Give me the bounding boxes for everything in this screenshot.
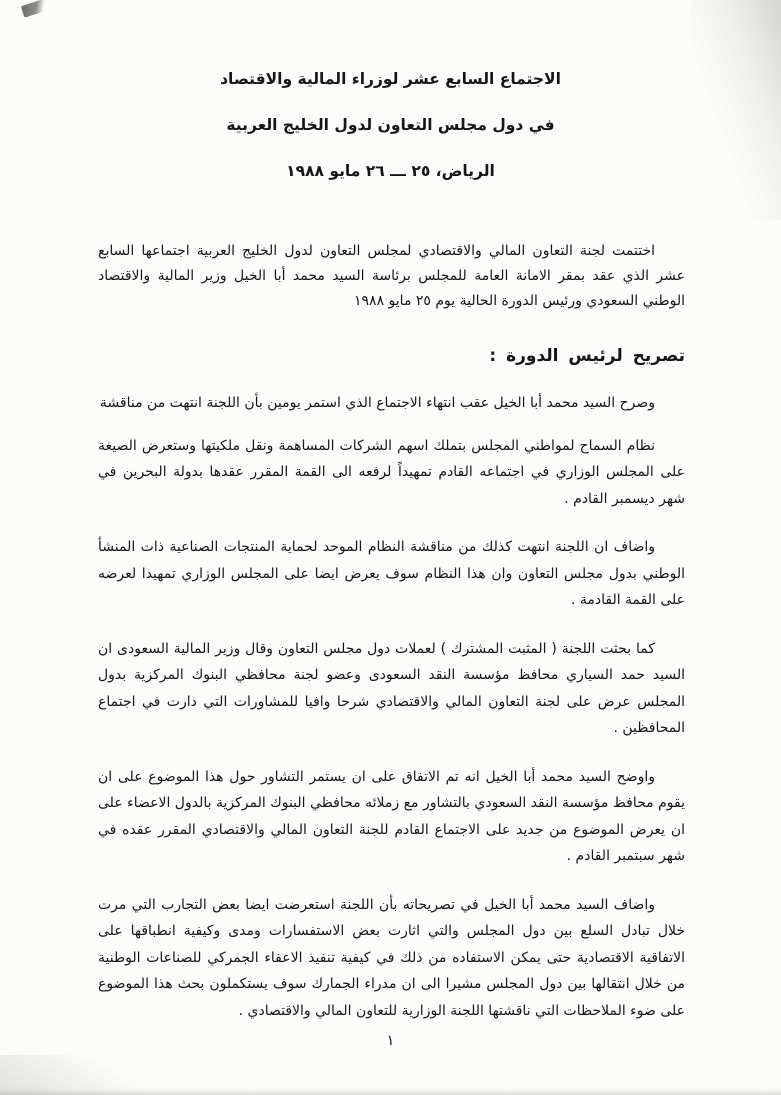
document-body — [0, 239, 781, 1024]
page-number: ١ — [386, 1033, 395, 1049]
section-heading-statement: تصريح لرئيس الدورة : — [489, 346, 685, 366]
paragraph: واضاف ان اللجنة انتهت كذلك من مناقشة النظام الموحد لحماية المنتجات الصناعية ذات المنشأ الوطني بدول مجلس التعاون وان هذا النظام سوف يعرض ايضا على المجلس الوزاري تمهيدا لعرضه على القمة القادمة . — [98, 539, 685, 608]
scan-artifact-bottom-left — [0, 1055, 200, 1095]
title-line-organization: في دول مجلس التعاون لدول الخليج العربية — [226, 116, 555, 134]
document-title-block — [0, 0, 781, 181]
title-line-meeting: الاجتماع السابع عشر لوزراء المالية والاقتصاد — [220, 70, 561, 88]
paragraph: واوضح السيد محمد أبا الخيل انه تم الاتفاق على ان يستمر التشاور حول هذا الموضوع على ان يقوم محافظ مؤسسة النقد السعودي بالتشاور مع زملائه محافظي البنوك المركزية بالدول الاعضاء على ان يعرض الموضوع من جديد على الاجتماع القادم للجنة التعاون المالي والاقتصادي المقرر عقده في شهر سبتمبر القادم . — [98, 768, 685, 864]
scan-artifact-bottom-edge — [0, 1089, 781, 1095]
title-line-place-date: الرياض، ٢٥ ـــ ٢٦ مايو ١٩٨٨ — [286, 162, 495, 180]
paragraph: واضاف السيد محمد أبا الخيل في تصريحاته بأن اللجنة استعرضت ايضا بعض التجارب التي مرت خلال تبادل السلع بين دول المجلس والتي اثارت بعض الاستفسارات ومدى وكيفية انطباقها على الاتفاقية الاقتصادية حتى يمكن الاستفاده من ذلك في كيفية تنفيذ الاعفاء الجمركي للصناعات الوطنية من خلال انتقالها بين دول المجلس مشيرا الى ان مدراء الجمارك سوف يستكملون بحث هذا الموضوع على ضوء الملاحظات التي ناقشتها اللجنة الوزارية للتعاون المالي والاقتصادي . — [98, 896, 685, 1019]
paragraph: وصرح السيد محمد أبا الخيل عقب انتهاء الاجتماع الذي استمر يومين بأن اللجنة انتهت من مناقشة — [99, 395, 655, 411]
paragraph: نظام السماح لمواطني المجلس بتملك اسهم الشركات المساهمة ونقل ملكيتها وستعرض الصيغة على المجلس الوزاري في اجتماعه القادم تمهيداً لرفعه الى القمة المقرر عقدها بدولة البحرين في شهر ديسمبر القادم . — [98, 437, 685, 507]
intro-paragraph: اختتمت لجنة التعاون المالي والاقتصادي لمجلس التعاون لدول الخليج العربية اجتماعها السابع عشر الذي عقد بمقر الامانة العامة للمجلس برئاسة السيد محمد أبا الخيل وزير المالية والاقتصاد الوطني السعودي ورئيس الدورة الحالية يوم ٢٥ مايو ١٩٨٨ — [98, 243, 685, 309]
paragraph: كما بحثت اللجنة ( المثبت المشترك ) لعملات دول مجلس التعاون وقال وزير المالية السعودى ان السيد حمد السياري محافظ مؤسسة النقد السعودى وعضو لجنة محافظي البنوك المركزية بدول المجلس عرض على لجنة التعاون المالي والاقتصادي شرحا وافيا للمشاورات التي دارت في اجتماع المحافظين . — [98, 640, 685, 736]
